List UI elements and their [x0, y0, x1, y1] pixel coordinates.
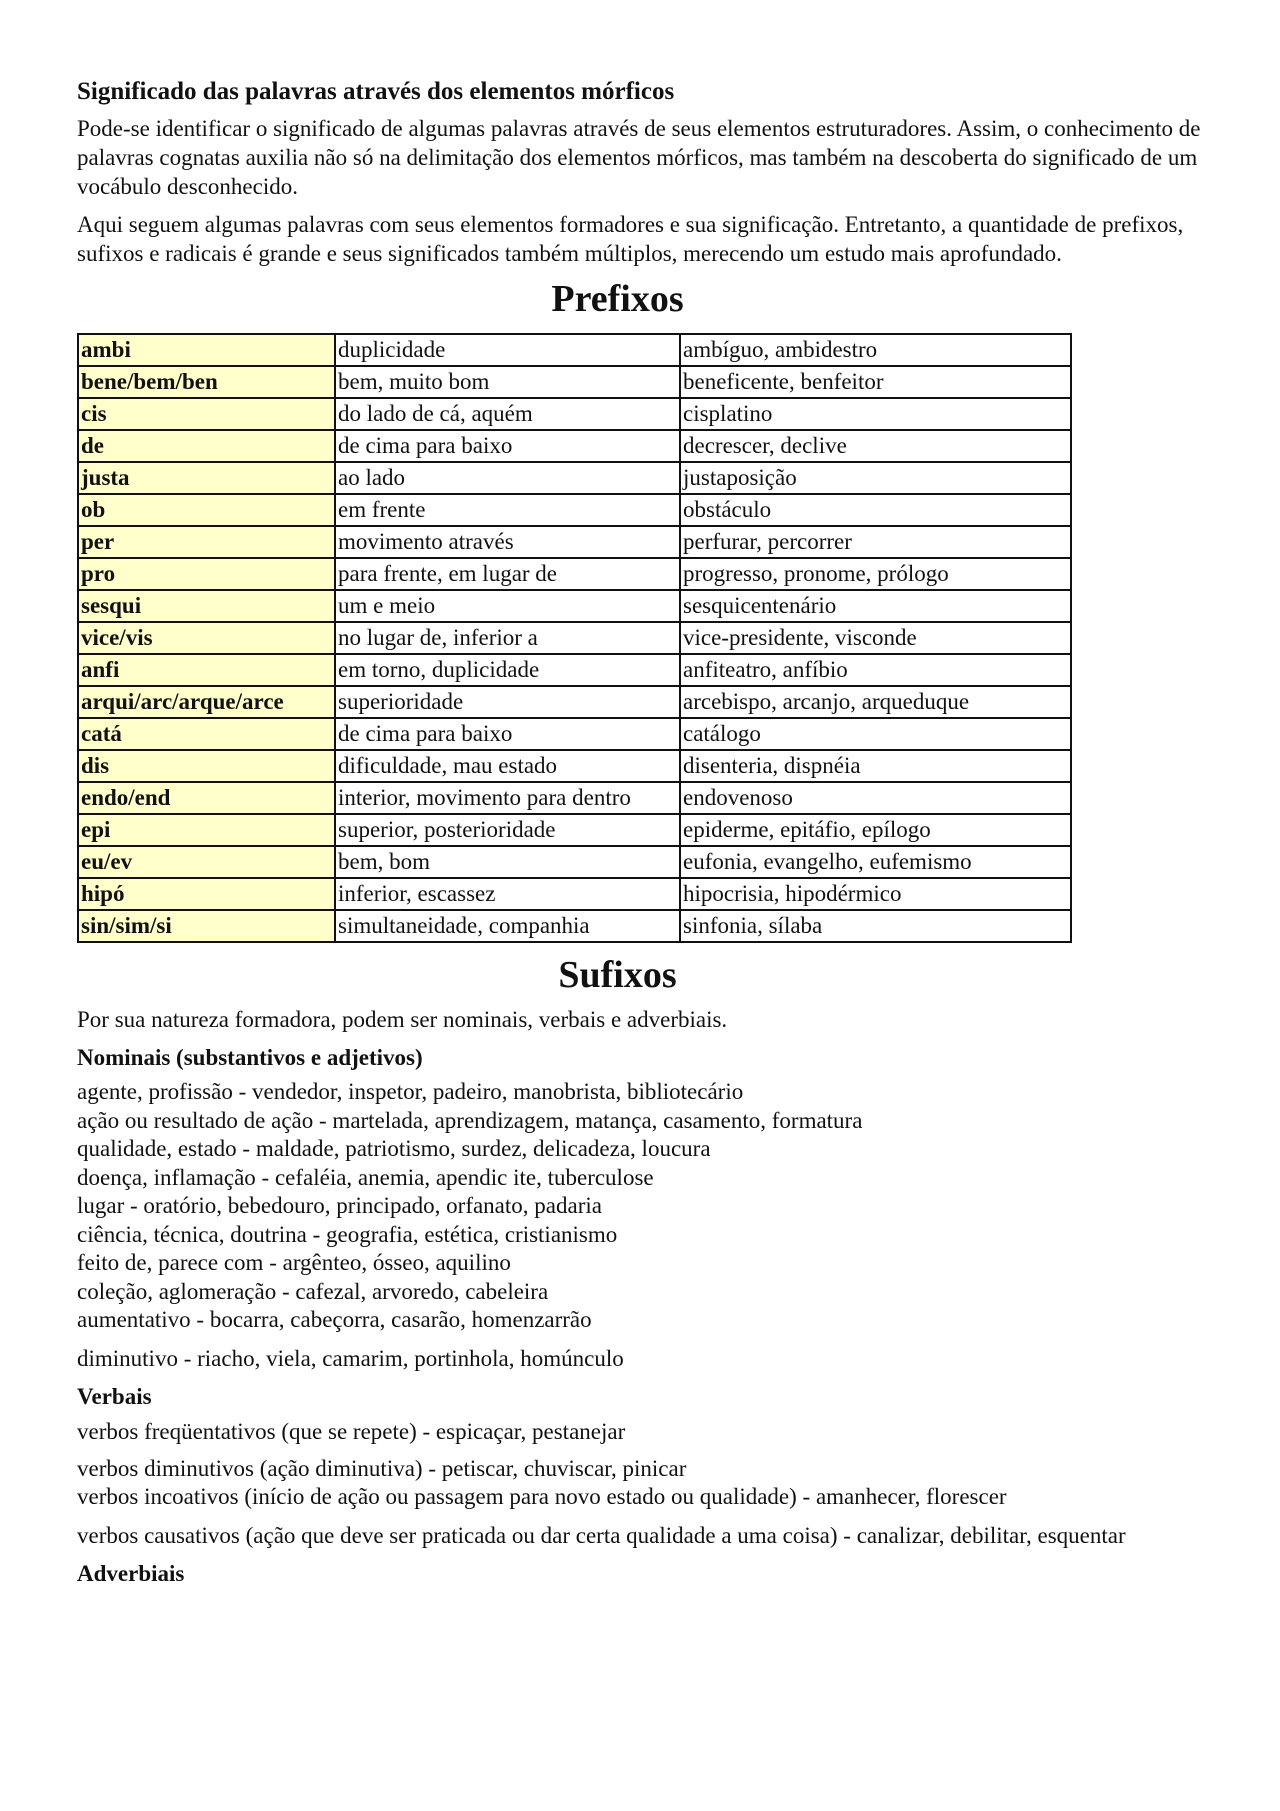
table-row [78, 526, 1071, 558]
table-row [78, 910, 1071, 942]
prefix-cell: justa [78, 462, 335, 494]
prefix-cell: vice/vis [78, 622, 335, 654]
prefix-cell: sin/sim/si [78, 910, 335, 942]
meaning-cell: dificuldade, mau estado [335, 750, 680, 782]
prefix-cell: catá [78, 718, 335, 750]
meaning-cell: um e meio [335, 590, 680, 622]
prefix-cell: dis [78, 750, 335, 782]
example-cell: beneficente, benfeitor [680, 366, 1071, 398]
table-row [78, 622, 1071, 654]
example-cell: decrescer, declive [680, 430, 1071, 462]
meaning-cell: em frente [335, 494, 680, 526]
nominais-line: coleção, aglomeração - cafezal, arvoredo, cabeleira [77, 1278, 549, 1304]
table-row [78, 462, 1071, 494]
prefix-cell: epi [78, 814, 335, 846]
example-cell: disenteria, dispnéia [680, 750, 1071, 782]
verbais-line: verbos incoativos (início de ação ou passagem para novo estado ou qualidade) - amanhecer, florescer [77, 1484, 1007, 1509]
meaning-cell: simultaneidade, companhia [335, 910, 680, 942]
nominais-line: feito de, parece com - argênteo, ósseo, aquilino [77, 1250, 511, 1275]
table-row [78, 334, 1071, 366]
example-cell: endovenoso [680, 782, 1071, 814]
nominais-line: qualidade, estado - maldade, patriotismo, surdez, delicadeza, loucura [77, 1136, 711, 1161]
meaning-cell: ao lado [335, 462, 680, 494]
nominais-line: agente, profissão - vendedor, inspetor, padeiro, manobrista, bibliotecário [77, 1079, 744, 1104]
meaning-cell: do lado de cá, aquém [335, 398, 680, 430]
meaning-cell: movimento através [335, 526, 680, 558]
example-cell: sesquicentenário [680, 590, 1071, 622]
table-row [78, 398, 1071, 430]
example-cell: epiderme, epitáfio, epílogo [680, 814, 1071, 846]
table-row [78, 590, 1071, 622]
verbais-heading: Verbais [77, 1383, 152, 1409]
prefix-cell: per [78, 526, 335, 558]
table-row [78, 750, 1071, 782]
table-row [78, 718, 1071, 750]
sufixos-heading: Sufixos [558, 954, 677, 996]
example-cell: justaposição [680, 462, 1071, 494]
prefix-cell: anfi [78, 654, 335, 686]
table-row [78, 654, 1071, 686]
example-cell: sinfonia, sílaba [680, 910, 1071, 942]
sufixos-intro: Por sua natureza formadora, podem ser nominais, verbais e adverbiais. [77, 1007, 728, 1032]
example-cell: cisplatino [680, 398, 1071, 430]
verbais-line: verbos diminutivos (ação diminutiva) - petiscar, chuviscar, pinicar [77, 1455, 687, 1481]
prefix-cell: sesqui [78, 590, 335, 622]
document-title: Significado das palavras através dos elementos mórficos [77, 78, 675, 105]
verbais-list [77, 1455, 1207, 1512]
example-cell: eufonia, evangelho, eufemismo [680, 846, 1071, 878]
example-cell: catálogo [680, 718, 1071, 750]
prefix-cell: eu/ev [78, 846, 335, 878]
intro-paragraph-1: Pode-se identificar o significado de algumas palavras através de seus elementos estruturadores. Assim, o conhecimento de palavras cognatas auxilia não só na delimitação dos elementos mórficos, mas também na descoberta do significado de um vocábulo desconhecido. [77, 116, 1201, 199]
table-row [78, 558, 1071, 590]
nominais-heading: Nominais (substantivos e adjetivos) [77, 1045, 423, 1070]
document-page [77, 76, 1207, 1594]
meaning-cell: superioridade [335, 686, 680, 718]
prefix-cell: ob [78, 494, 335, 526]
nominais-list [77, 1078, 1207, 1335]
meaning-cell: bem, bom [335, 846, 680, 878]
verbais-line: verbos freqüentativos (que se repete) - espicaçar, pestanejar [77, 1418, 626, 1444]
meaning-cell: em torno, duplicidade [335, 654, 680, 686]
meaning-cell: interior, movimento para dentro [335, 782, 680, 814]
prefixos-table [77, 333, 1072, 943]
table-row [78, 878, 1071, 910]
prefix-cell: hipó [78, 878, 335, 910]
table-row [78, 846, 1071, 878]
diminutivo-line: diminutivo - riacho, viela, camarim, portinhola, homúnculo [77, 1345, 624, 1371]
prefix-cell: endo/end [78, 782, 335, 814]
table-row [78, 430, 1071, 462]
prefix-cell: arqui/arc/arque/arce [78, 686, 335, 718]
table-row [78, 366, 1071, 398]
adverbiais-heading: Adverbiais [77, 1560, 185, 1586]
example-cell: arcebispo, arcanjo, arqueduque [680, 686, 1071, 718]
table-row [78, 686, 1071, 718]
example-cell: ambíguo, ambidestro [680, 334, 1071, 366]
meaning-cell: bem, muito bom [335, 366, 680, 398]
table-row [78, 782, 1071, 814]
prefixos-heading: Prefixos [551, 278, 684, 320]
nominais-line: lugar - oratório, bebedouro, principado, orfanato, padaria [77, 1193, 602, 1218]
intro-paragraph-2: Aqui seguem algumas palavras com seus elementos formadores e sua significação. Entretanto, a quantidade de prefixos, sufixos e radicais é grande e seus significados também múltiplos, merecendo um estudo mais aprofundado. [77, 212, 1184, 266]
meaning-cell: para frente, em lugar de [335, 558, 680, 590]
prefix-cell: ambi [78, 334, 335, 366]
example-cell: anfiteatro, anfíbio [680, 654, 1071, 686]
example-cell: vice-presidente, visconde [680, 622, 1071, 654]
prefix-cell: de [78, 430, 335, 462]
meaning-cell: de cima para baixo [335, 718, 680, 750]
prefix-cell: cis [78, 398, 335, 430]
meaning-cell: inferior, escassez [335, 878, 680, 910]
nominais-line: aumentativo - bocarra, cabeçorra, casarão, homenzarrão [77, 1307, 592, 1332]
example-cell: progresso, pronome, prólogo [680, 558, 1071, 590]
prefix-cell: bene/bem/ben [78, 366, 335, 398]
meaning-cell: no lugar de, inferior a [335, 622, 680, 654]
example-cell: hipocrisia, hipodérmico [680, 878, 1071, 910]
meaning-cell: superior, posterioridade [335, 814, 680, 846]
example-cell: perfurar, percorrer [680, 526, 1071, 558]
nominais-line: ação ou resultado de ação - martelada, aprendizagem, matança, casamento, formatura [77, 1107, 863, 1133]
table-row [78, 814, 1071, 846]
prefix-cell: pro [78, 558, 335, 590]
table-row [78, 494, 1071, 526]
meaning-cell: duplicidade [335, 334, 680, 366]
nominais-line: doença, inflamação - cefaléia, anemia, apendic ite, tuberculose [77, 1164, 654, 1190]
meaning-cell: de cima para baixo [335, 430, 680, 462]
nominais-line: ciência, técnica, doutrina - geografia, estética, cristianismo [77, 1221, 618, 1247]
example-cell: obstáculo [680, 494, 1071, 526]
verbais-line: verbos causativos (ação que deve ser praticada ou dar certa qualidade a uma coisa) - canalizar, debilitar, esquentar [77, 1522, 1126, 1548]
